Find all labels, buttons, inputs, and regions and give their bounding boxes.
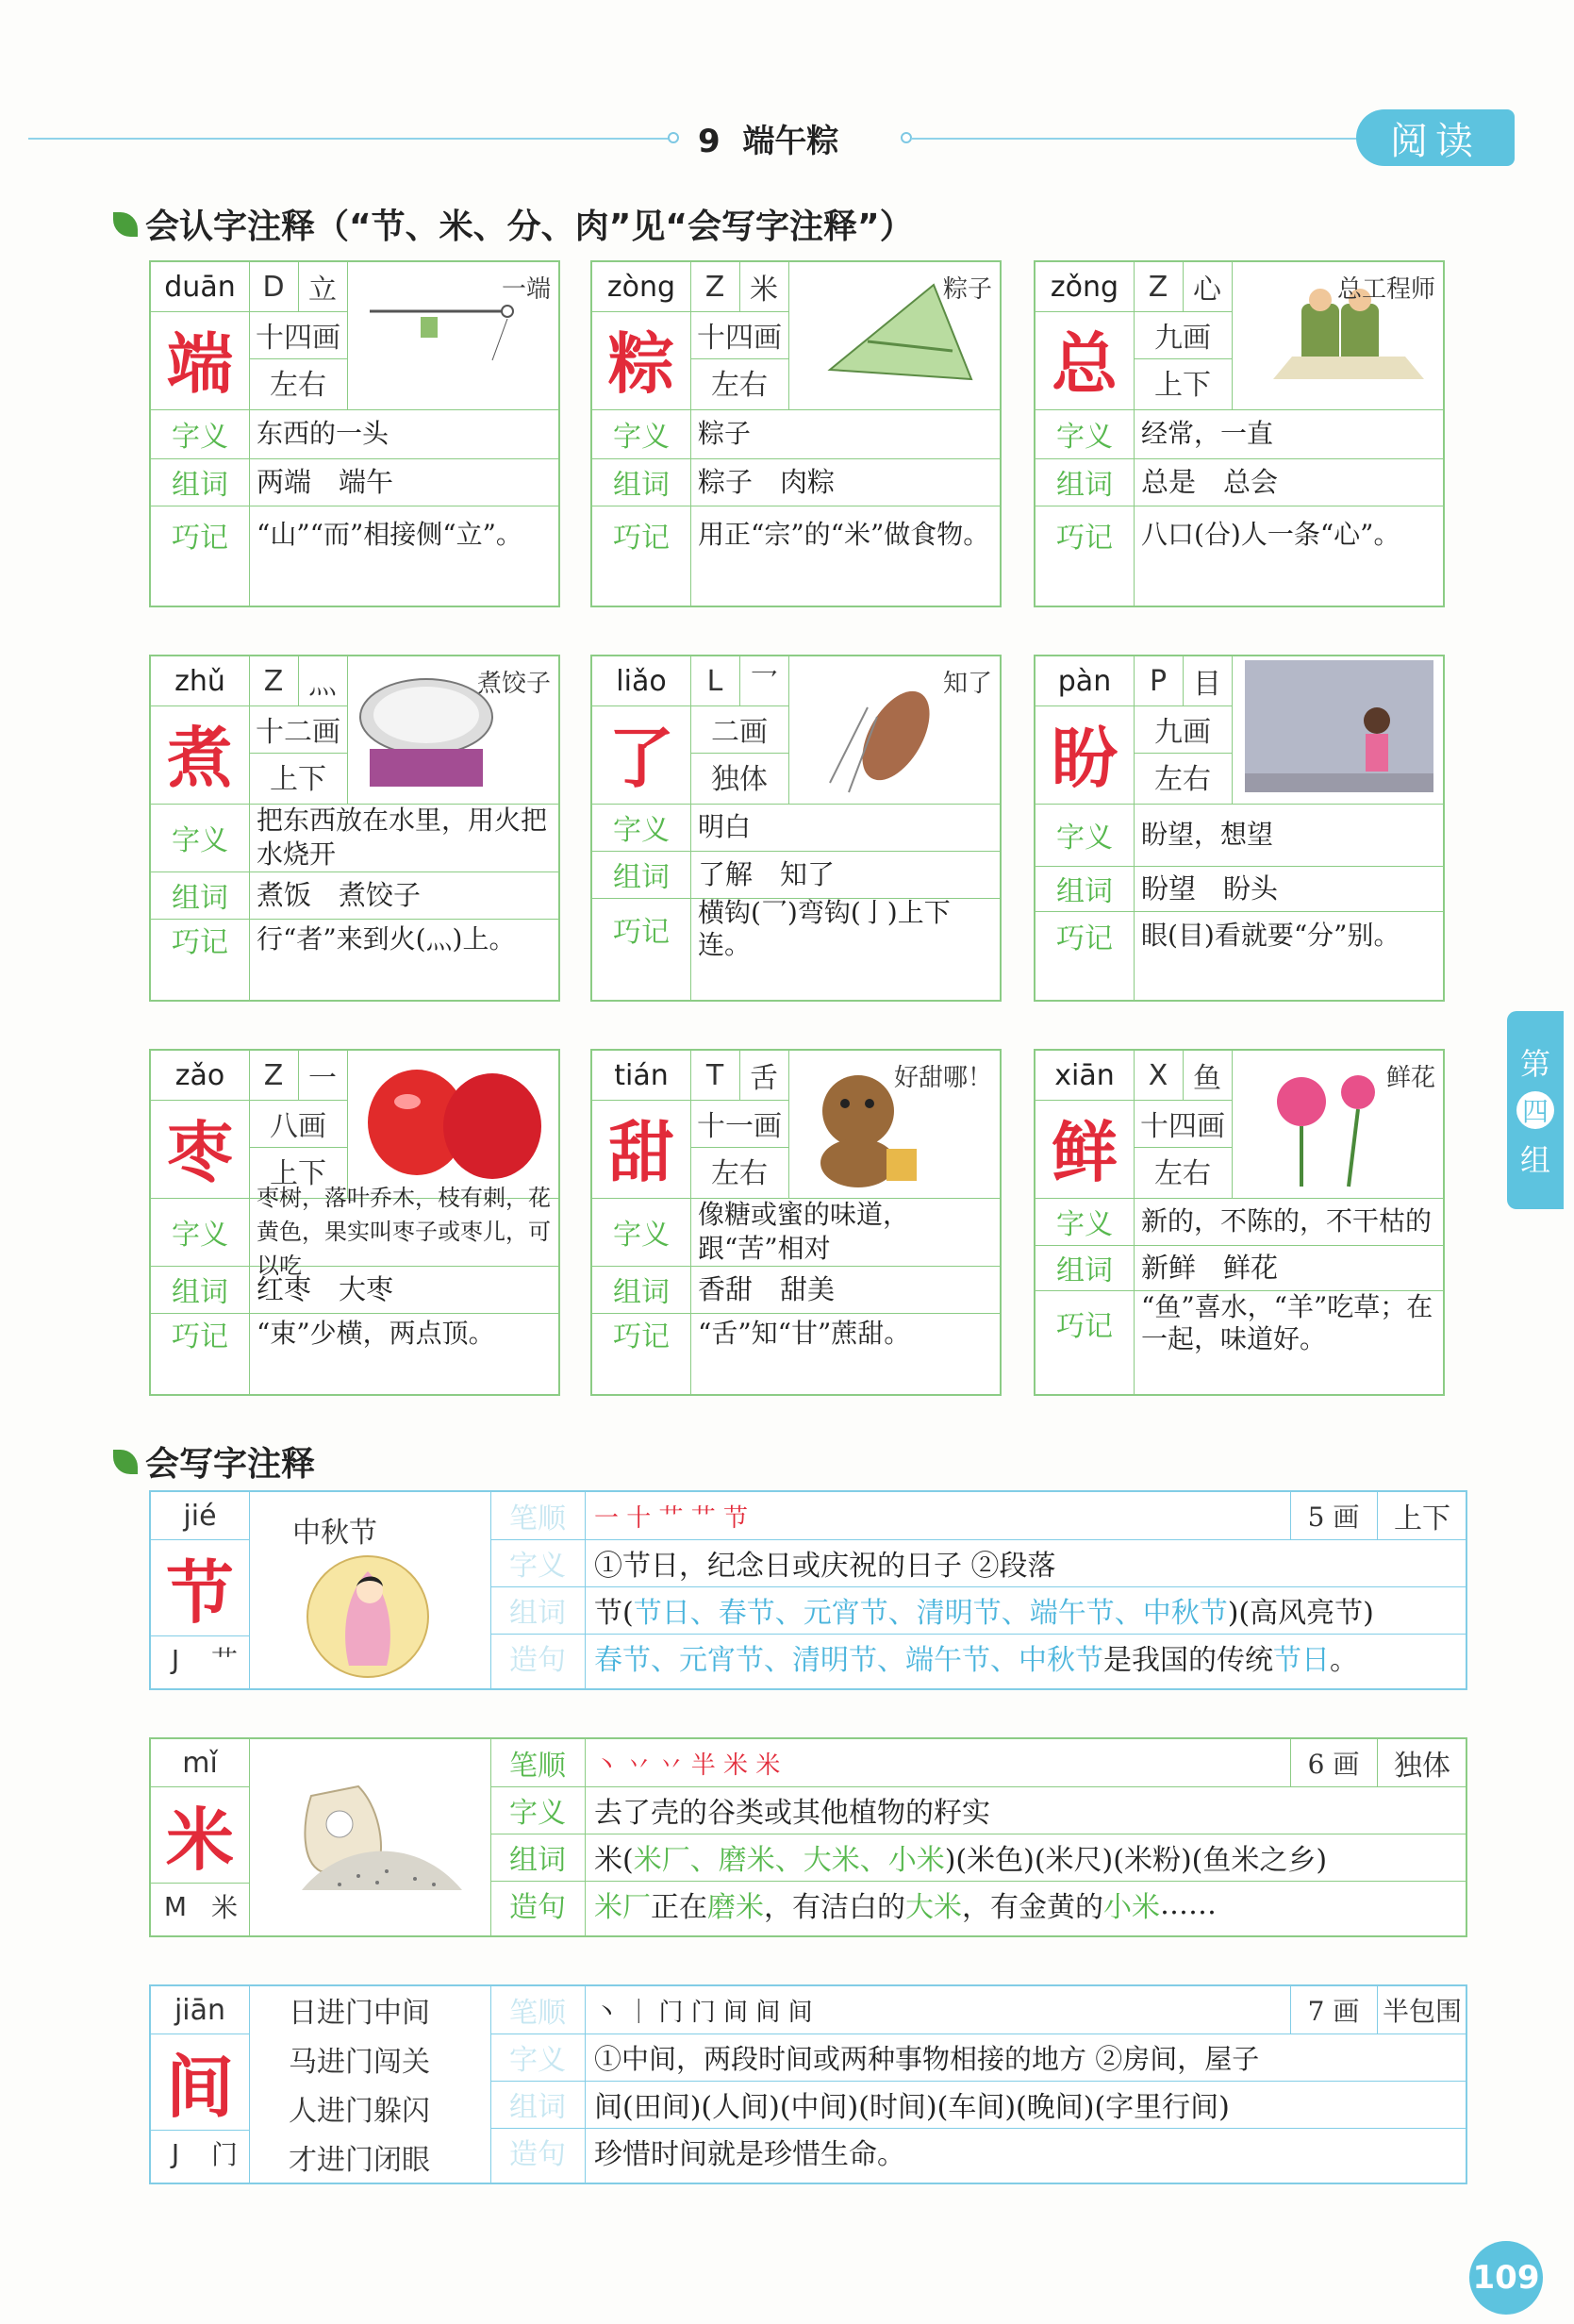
pinyin: liǎo <box>616 664 667 698</box>
label-meaning: 字义 <box>172 1219 228 1252</box>
mid-autumn-illustration <box>302 1552 434 1681</box>
mid-autumn-label: 中秋节 <box>292 1517 377 1550</box>
illustration-label: 好甜哪！ <box>893 1064 992 1092</box>
structure: 上下 <box>270 763 326 796</box>
rice-illustration <box>273 1768 472 1909</box>
recognize-card-liǎo <box>590 655 1002 1002</box>
stroke-count: 十二画 <box>256 716 340 749</box>
radical: 艹 <box>210 1645 238 1676</box>
character: 端 <box>167 324 233 403</box>
label-meaning: 字义 <box>1056 421 1113 454</box>
label-meaning: 字义 <box>1056 1208 1113 1241</box>
label-tip: 巧记 <box>613 522 670 555</box>
recognize-card-xiān <box>1034 1049 1445 1396</box>
structure: 左右 <box>1154 1157 1211 1190</box>
page-number: 109 <box>1469 2241 1543 2315</box>
tip: 用正“宗”的“米”做食物。 <box>698 519 990 550</box>
structure: 上下 <box>1154 369 1211 402</box>
index-letter: T <box>705 1058 724 1092</box>
pinyin: zǒng <box>1050 270 1119 304</box>
mnemonic-line: 马进门闯关 <box>289 2046 430 2079</box>
structure: 半包围 <box>1382 1996 1462 2027</box>
radical: 一 <box>308 1062 337 1095</box>
label-meaning: 字义 <box>509 2044 566 2077</box>
stroke-count: 二画 <box>711 716 768 749</box>
structure: 左右 <box>711 369 768 402</box>
index-letter: Z <box>263 664 284 698</box>
leaf-icon <box>113 1450 138 1474</box>
stroke-count: 九画 <box>1154 716 1211 749</box>
meaning: ①中间，两段时间或两种事物相接的地方 ②房间，屋子 <box>594 2042 1260 2075</box>
meaning: ①节日，纪念日或庆祝的日子 ②段落 <box>594 1550 1056 1583</box>
stroke-count: 十四画 <box>256 322 340 355</box>
meaning: 像糖或蜜的味道，跟“苦”相对 <box>698 1199 910 1264</box>
structure: 上下 <box>1394 1502 1450 1536</box>
write-card-jian <box>149 1984 1467 2184</box>
recognize-card-duān <box>149 260 560 607</box>
character: 甜 <box>608 1112 674 1191</box>
pinyin: xiān <box>1054 1058 1115 1092</box>
leaf-icon <box>113 212 138 237</box>
label-order: 笔顺 <box>509 1997 566 2030</box>
character: 了 <box>608 718 674 797</box>
section-title-recognize: 会认字注释（“节、米、分、肉”见“会写字注释”） <box>113 200 914 248</box>
illustration-label: 总工程师 <box>1336 275 1435 304</box>
pinyin: jié <box>183 1499 217 1533</box>
write-card-jie <box>149 1490 1467 1690</box>
recognize-card-zǎo <box>149 1049 560 1396</box>
radical: 灬 <box>308 668 337 701</box>
index-letter: J <box>171 2137 180 2169</box>
radical: 立 <box>308 274 337 307</box>
illustration <box>792 660 996 796</box>
structure: 上下 <box>270 1157 326 1190</box>
character: 枣 <box>167 1112 233 1191</box>
stroke-count: 7 画 <box>1307 1996 1360 2027</box>
recognize-card-tián <box>590 1049 1002 1396</box>
tip: “鱼”喜水，“羊”吃草；在一起，味道好。 <box>1141 1291 1433 1354</box>
label-meaning: 字义 <box>509 1550 566 1583</box>
index-letter: X <box>1148 1058 1168 1092</box>
meaning: 枣树，落叶乔木，枝有刺，花黄色，果实叫枣子或枣儿，可以吃 <box>257 1185 551 1279</box>
tip: “舌”知“甘”蔗甜。 <box>698 1318 911 1349</box>
label-tip: 巧记 <box>172 1320 228 1353</box>
tip: “束”少横，两点顶。 <box>257 1318 495 1349</box>
illustration <box>792 266 996 402</box>
structure: 独体 <box>1394 1750 1450 1783</box>
label-words: 组词 <box>509 1844 566 1877</box>
structure: 左右 <box>711 1157 768 1190</box>
sentence: 米厂 正在 磨米 ，有洁白的 大米 ，有金黄的 小米 …… <box>594 1887 1217 1924</box>
header-line-right <box>911 138 1360 140</box>
index-letter: L <box>706 664 723 698</box>
pinyin: jiān <box>174 1993 226 2027</box>
index-letter: Z <box>704 270 725 304</box>
sentence: 春节、元宵节、清明节、端午节、中秋节 是我国的传统 节日 。 <box>594 1644 1358 1677</box>
recognize-card-zǒng <box>1034 260 1445 607</box>
illustration <box>351 1054 555 1190</box>
label-sentence: 造句 <box>509 1644 566 1677</box>
radical: 乛 <box>750 668 778 701</box>
structure: 独体 <box>711 763 768 796</box>
label-meaning: 字义 <box>613 1219 670 1252</box>
radical: 门 <box>210 2139 238 2170</box>
label-tip: 巧记 <box>172 926 228 959</box>
radical: 米 <box>750 274 778 307</box>
label-sentence: 造句 <box>509 1891 566 1924</box>
index-letter: J <box>171 1643 180 1675</box>
character: 粽 <box>608 324 674 403</box>
stroke-count: 十一画 <box>697 1110 782 1143</box>
label-tip: 巧记 <box>613 1320 670 1353</box>
unit-tab: 第 四 组 <box>1507 1011 1564 1209</box>
tip: 行“者”来到火(灬)上。 <box>257 923 516 954</box>
character: 盼 <box>1052 718 1118 797</box>
write-card-mi <box>149 1737 1467 1937</box>
character: 间 <box>165 2047 234 2127</box>
character: 节 <box>165 1552 234 1633</box>
illustration-label: 一端 <box>501 275 551 304</box>
header-line-left <box>28 138 674 140</box>
mnemonic-line: 才进门闭眼 <box>289 2144 430 2177</box>
words: 煮饭 煮饺子 <box>257 879 422 911</box>
label-tip: 巧记 <box>613 916 670 949</box>
illustration <box>1235 1054 1439 1190</box>
pinyin: zhǔ <box>174 664 225 698</box>
pinyin: duān <box>164 270 236 304</box>
character: 米 <box>165 1800 234 1880</box>
structure: 左右 <box>270 369 326 402</box>
reading-tag: 阅读 <box>1356 109 1515 166</box>
stroke-count: 十四画 <box>697 322 782 355</box>
structure: 左右 <box>1154 763 1211 796</box>
character: 鲜 <box>1052 1112 1118 1191</box>
label-meaning: 字义 <box>172 824 228 857</box>
header-dot <box>668 132 679 143</box>
label-words: 组词 <box>509 2091 566 2124</box>
pinyin: zǎo <box>174 1058 225 1092</box>
label-meaning: 字义 <box>509 1797 566 1830</box>
radical: 目 <box>1193 668 1221 701</box>
meaning: 粽子 <box>698 418 752 449</box>
mnemonic-line: 日进门中间 <box>289 1997 430 2030</box>
section-title-write: 会写字注释 <box>113 1437 315 1486</box>
label-meaning: 字义 <box>613 421 670 454</box>
character: 煮 <box>167 718 233 797</box>
meaning: 把东西放在水里，用火把水烧开 <box>257 805 548 870</box>
illustration-label: 粽子 <box>942 275 992 304</box>
words: 间(田间)(人间)(中间)(时间)(车间)(晚间)(字里行间) <box>594 2091 1230 2124</box>
index-letter: M <box>163 1890 188 1922</box>
stroke-count: 八画 <box>270 1110 326 1143</box>
illustration-label: 鲜花 <box>1385 1064 1435 1092</box>
stroke-count: 九画 <box>1154 322 1211 355</box>
mnemonic-line: 人进门躲闪 <box>289 2095 430 2128</box>
stroke-count: 十四画 <box>1140 1110 1225 1143</box>
words: 两端 端午 <box>257 466 394 498</box>
label-words: 组词 <box>1056 875 1113 908</box>
label-words: 组词 <box>1056 1254 1113 1287</box>
words: 总是 总会 <box>1141 466 1279 498</box>
meaning: 明白 <box>698 811 752 842</box>
stroke-order: 丶 丷 丷 半 米 米 <box>594 1751 781 1780</box>
words: 盼望 盼头 <box>1141 872 1279 905</box>
label-meaning: 字义 <box>1056 822 1113 855</box>
label-words: 组词 <box>172 1276 228 1309</box>
words: 香甜 甜美 <box>698 1273 836 1305</box>
meaning: 去了壳的谷类或其他植物的籽实 <box>594 1797 990 1830</box>
meaning: 经常，一直 <box>1141 418 1274 449</box>
stroke-count: 5 画 <box>1307 1502 1360 1533</box>
illustration <box>1235 660 1439 796</box>
meaning: 盼望，想望 <box>1141 819 1274 850</box>
illustration-label: 知了 <box>942 670 992 698</box>
label-order: 笔顺 <box>509 1750 566 1783</box>
words: 节( 节日、春节、元宵节、清明节、端午节、中秋节 )(高风亮节) <box>594 1597 1374 1630</box>
label-meaning: 字义 <box>172 421 228 454</box>
label-tip: 巧记 <box>1056 1310 1113 1343</box>
sentence: 珍惜时间就是珍惜生命。 <box>594 2138 905 2171</box>
stroke-order: 一 十 艹 艹 节 <box>594 1503 749 1533</box>
label-words: 组词 <box>1056 469 1113 502</box>
label-order: 笔顺 <box>509 1502 566 1536</box>
label-words: 组词 <box>172 882 228 915</box>
label-words: 组词 <box>613 861 670 894</box>
radical: 心 <box>1193 274 1221 307</box>
illustration <box>1235 266 1439 402</box>
label-meaning: 字义 <box>613 814 670 847</box>
recognize-card-zhǔ <box>149 655 560 1002</box>
tip: “山”“而”相接侧“立”。 <box>257 519 522 550</box>
illustration <box>792 1054 996 1190</box>
radical: 米 <box>210 1892 238 1923</box>
index-letter: D <box>262 270 285 304</box>
words: 新鲜 鲜花 <box>1141 1252 1279 1284</box>
label-sentence: 造句 <box>509 2138 566 2171</box>
meaning: 东西的一头 <box>257 418 389 449</box>
index-letter: P <box>1149 664 1168 698</box>
index-letter: Z <box>1148 270 1168 304</box>
lesson-title: 9 端午粽 <box>698 123 839 160</box>
illustration <box>351 660 555 796</box>
character: 总 <box>1052 324 1118 403</box>
label-words: 组词 <box>613 1276 670 1309</box>
pinyin: zòng <box>606 270 676 304</box>
radical: 舌 <box>750 1062 778 1095</box>
label-tip: 巧记 <box>172 522 228 555</box>
words: 米( 米厂、磨米、大米、小米 )(米色)(米尺)(米粉)(鱼米之乡) <box>594 1844 1328 1877</box>
meaning: 新的，不陈的，不干枯的 <box>1141 1205 1433 1237</box>
index-letter: Z <box>263 1058 284 1092</box>
recognize-card-zòng <box>590 260 1002 607</box>
illustration <box>351 266 555 402</box>
label-tip: 巧记 <box>1056 522 1113 555</box>
stroke-order: 丶 ｜ 门 门 间 间 间 <box>594 1998 813 2027</box>
words: 粽子 肉粽 <box>698 466 836 498</box>
tip: 八口(㕣)人一条“心”。 <box>1141 519 1400 550</box>
radical: 鱼 <box>1193 1062 1221 1095</box>
label-words: 组词 <box>172 469 228 502</box>
pinyin: pàn <box>1057 664 1112 698</box>
pinyin: tián <box>614 1058 669 1092</box>
label-words: 组词 <box>509 1597 566 1630</box>
recognize-card-pàn <box>1034 655 1445 1002</box>
words: 红枣 大枣 <box>257 1273 394 1305</box>
stroke-count: 6 画 <box>1307 1749 1360 1780</box>
words: 了解 知了 <box>698 858 836 890</box>
tip: 眼(目)看就要“分”别。 <box>1141 920 1400 951</box>
pinyin: mǐ <box>182 1746 218 1780</box>
tip: 横钩(乛)弯钩(亅)上下连。 <box>698 897 951 960</box>
label-tip: 巧记 <box>1056 922 1113 955</box>
illustration-label: 煮饺子 <box>476 670 551 698</box>
label-words: 组词 <box>613 469 670 502</box>
